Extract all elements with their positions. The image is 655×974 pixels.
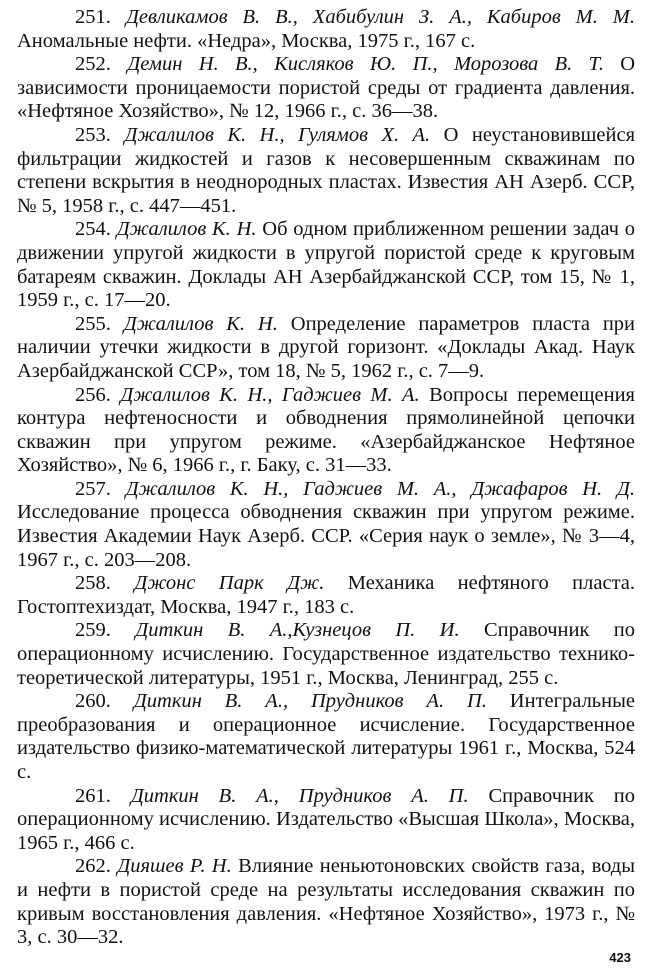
- reference-text: Исследование процесса обводнения скважин при упругом режиме. Известия Академии Наук Азерб. ССР. «Серия наук о земле», № 3—4, 1967 г., с. 203—208.: [17, 501, 635, 571]
- reference-number: 254.: [75, 218, 111, 241]
- reference-authors: Джалилов К. Н., Гаджиев М. А.: [120, 383, 420, 406]
- reference-authors: Девликамов В. В., Хабибулин З. А., Кабиров М. М.: [125, 6, 636, 28]
- reference-number: 253.: [75, 123, 111, 146]
- reference-number: 252.: [75, 53, 111, 76]
- reference-text: Аномальные нефти. «Недра», Москва, 1975 г., 167 с.: [17, 29, 476, 52]
- reference-text: Интегральные преобразования и операционное исчисление. Государственное издательство физико-математической литературы 1961 г., Москва, 524 с.: [17, 690, 635, 783]
- reference-number: 262.: [75, 855, 111, 878]
- reference-number: 259.: [75, 619, 111, 642]
- reference-entry-262: [17, 855, 635, 949]
- reference-number: 261.: [75, 784, 111, 807]
- reference-number: 256.: [75, 383, 111, 406]
- page-number: 423: [609, 950, 631, 965]
- reference-number: 258.: [75, 572, 111, 595]
- reference-entry-251: [17, 6, 635, 53]
- reference-number: 260.: [75, 690, 111, 713]
- reference-authors: Джалилов К. Н., Гаджиев М. А., Джафаров Н. Д.: [125, 477, 635, 500]
- reference-entry-261: [17, 785, 635, 856]
- reference-authors: Демин Н. В., Кисляков Ю. П., Морозова В. Т.: [127, 53, 604, 76]
- reference-authors: Джалилов К. Н.: [116, 218, 257, 241]
- reference-authors: Диткин В. А.,Кузнецов П. И.: [135, 619, 460, 642]
- reference-text: О неустановившейся фильтрации жидкостей и газов к несовершенным скважинам по степени вскрытия в неоднородных пластах. Известия АН Азерб. ССР, № 5, 1958 г., с. 447—451.: [17, 123, 636, 217]
- reference-authors: Джонс Парк Дж.: [134, 572, 325, 595]
- reference-authors: Дияшев Р. Н.: [117, 855, 232, 878]
- reference-entry-260: [17, 690, 635, 784]
- reference-text: Вопросы перемещения контура нефтеносности и обводнения прямолинейной цепочки скважин при упругом режиме. «Азербайджанское Нефтяное Хозяйство», № 6, 1966 г., г. Баку, с. 31—33.: [17, 383, 635, 477]
- reference-number: 251.: [75, 6, 111, 28]
- reference-text: Влияние неньютоновских свойств газа, воды и нефти в пористой среде на результаты исследования скважин по кривым восстановления давления. «Нефтяное Хозяйство», 1973 г., № 3, с. 30—32.: [17, 855, 636, 949]
- reference-text: Справочник по операционному исчислению. Издательство «Высшая Школа», Москва, 1965 г., 466 с.: [17, 784, 635, 854]
- reference-authors: Диткин В. А., Прудников А. П.: [130, 784, 469, 807]
- reference-text: О зависимости проницаемости пористой среды от градиента давления. «Нефтяное Хозяйство», № 12, 1966 г., с. 36—38.: [17, 53, 636, 123]
- reference-authors: Джалилов К. Н., Гулямов Х. А.: [124, 123, 431, 146]
- reference-authors: Джалилов К. Н.: [123, 312, 278, 335]
- reference-text: Справочник по операционному исчислению. Государственное издательство технико-теоретической литературы, 1951 г., Москва, Ленинград, 255 с.: [17, 619, 636, 689]
- reference-entry-255: [17, 313, 635, 384]
- reference-number: 255.: [75, 312, 111, 335]
- reference-number: 257.: [75, 477, 111, 500]
- reference-entry-259: [17, 619, 635, 690]
- reference-entry-257: [17, 478, 635, 572]
- reference-text: Определение параметров пласта при наличии утечки жидкости в другой горизонт. «Доклады Акад. Наук Азербайджанской ССР», том 18, № 5, 1962 г., с. 7—9.: [17, 312, 636, 382]
- reference-text: Механика нефтяного пласта. Гостоптехиздат, Москва, 1947 г., 183 с.: [17, 572, 636, 618]
- reference-entry-252: [17, 53, 635, 124]
- reference-authors: Диткин В. А., Прудников А. П.: [133, 690, 487, 713]
- reference-entry-258: [17, 572, 635, 619]
- reference-entry-253: [17, 124, 635, 218]
- reference-text: Об одном приближенном решении задач о движении упругой жидкости в упругой пористой среде к круговым батареям скважин. Доклады АН Азербайджанской ССР, том 15, № 1, 1959 г., с. 17—20.: [17, 218, 635, 312]
- reference-entry-254: [17, 218, 635, 312]
- reference-entry-256: [17, 384, 635, 478]
